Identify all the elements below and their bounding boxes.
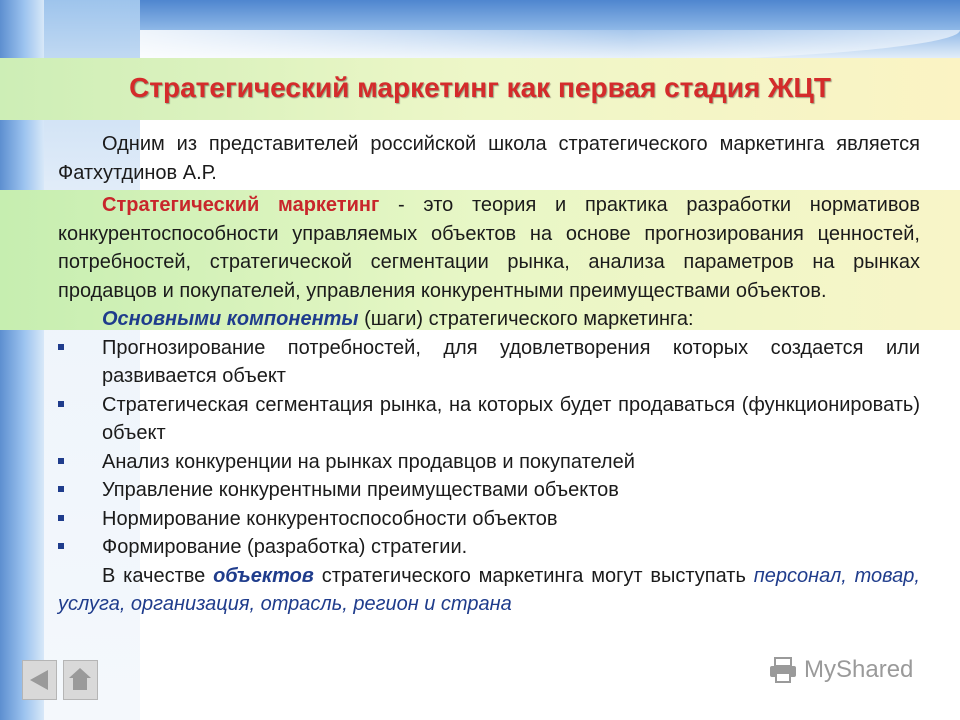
bullet-icon: [58, 543, 64, 549]
slide-content: [58, 130, 920, 619]
watermark-text: MyShared: [804, 656, 914, 683]
bullet-icon: [58, 515, 64, 521]
list-item-text: Управление конкурентными преимуществами объектов: [102, 479, 619, 501]
bullet-icon: [58, 458, 64, 464]
bullet-icon: [58, 486, 64, 492]
components-lead-bold: Основными компоненты: [102, 308, 359, 330]
slide-navigation: [22, 660, 98, 700]
definition-term: Стратегический маркетинг: [102, 194, 380, 216]
objects-list: персонал, товар, услуга, организация, отрасль, регион и страна: [58, 564, 920, 615]
list-item: [58, 334, 920, 391]
slide-title: Стратегический маркетинг как первая стадия ЖЦТ: [129, 72, 831, 103]
home-button[interactable]: [63, 660, 98, 700]
bullet-icon: [58, 344, 64, 350]
list-item: [58, 533, 920, 562]
list-item-text: Стратегическая сегментация рынка, на которых будет продаваться (функционировать) объект: [102, 393, 920, 444]
intro-paragraph: [58, 130, 920, 187]
printer-icon: [768, 656, 798, 684]
objects-prefix: В качестве: [102, 564, 214, 587]
objects-paragraph: [58, 562, 920, 619]
list-item: [58, 448, 920, 477]
list-item-text: Нормирование конкурентоспособности объектов: [102, 507, 558, 530]
definition-text: - это теория и практика разработки нормативов конкурентоспособности управляемых объектов на основе прогнозирования ценностей, потребностей, стратегической сегментации рынка, анализа параметров на рынках продавцов и покупателей, управления конкурентными преимуществами объектов.: [58, 194, 920, 302]
home-icon: [69, 668, 91, 678]
definition-paragraph: [58, 191, 920, 305]
list-item-text: Анализ конкуренции на рынках продавцов и покупателей: [102, 450, 635, 473]
list-item-text: Формирование (разработка) стратегии.: [102, 536, 468, 558]
arrow-left-icon: [30, 670, 48, 690]
components-lead-rest: (шаги) стратегического маркетинга:: [358, 308, 694, 330]
objects-middle: стратегического маркетинга могут выступать: [313, 564, 754, 587]
list-item-text: Прогнозирование потребностей, для удовлетворения которых создается или развивается объект: [102, 336, 920, 387]
back-button[interactable]: [22, 660, 57, 700]
objects-bold: объектов: [213, 564, 314, 587]
intro-text: Одним из представителей российской школа стратегического маркетинга является Фатхутдинов А.Р.: [58, 133, 920, 184]
bullet-icon: [58, 401, 64, 407]
list-item: [58, 505, 920, 534]
list-item: [58, 476, 920, 505]
list-item: [58, 391, 920, 448]
components-lead: [58, 305, 920, 334]
home-icon-body: [73, 678, 87, 690]
watermark-logo: [768, 656, 913, 684]
